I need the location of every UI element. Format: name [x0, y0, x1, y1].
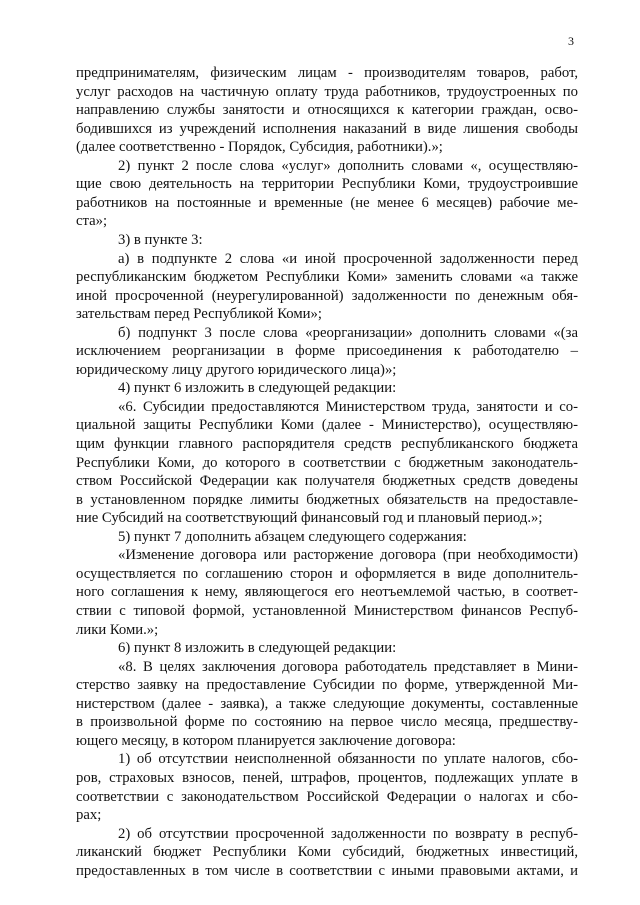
text-line: б) подпункт 3 после слова «реорганизации» дополнить словами «(за	[118, 324, 578, 341]
text-line: работников на постоянные и временные (не менее 6 месяцев) рабочие ме-	[76, 194, 578, 211]
page-number: 3	[568, 34, 574, 48]
text-line: Республики Коми, до которого в соответствии с бюджетным законодатель-	[76, 454, 578, 471]
text-line: щим функции главного распорядителя средств республиканского бюджета	[76, 436, 578, 452]
text-line: 1) об отсутствии неисполненной обязанности по уплате налогов, сбо-	[118, 751, 578, 768]
text-line: «8. В целях заключения договора работодатель представляет в Мини-	[118, 658, 578, 675]
text-line: лики Коми.»;	[76, 621, 159, 638]
text-line: ного соглашения к нему, являющегося его неотъемлемой частью, в соответ-	[76, 584, 578, 601]
text-line: 2) пункт 2 после слова «услуг» дополнить словами «, осуществляю-	[118, 157, 578, 174]
text-line: «6. Субсидии предоставляются Министерством труда, занятости и со-	[118, 398, 578, 415]
text-line: в установленном порядке лимиты бюджетных обязательств на предоставле-	[76, 491, 578, 508]
text-line: ством Российской Федерации как получателя бюджетных средств доведены	[76, 473, 578, 490]
text-line: зательствам перед Республикой Коми»;	[76, 306, 322, 323]
text-line: предпринимателям, физическим лицам - производителям товаров, работ,	[76, 65, 578, 81]
text-line: 3) в пункте 3:	[118, 232, 203, 248]
text-line: (далее соответственно - Порядок, Субсидия, работники).»;	[76, 139, 443, 156]
text-line: ствии с типовой формой, установленной Министерством финансов Респуб-	[76, 603, 578, 619]
text-line: предоставленных в том числе в соответствии с иными правовыми актами, и	[76, 862, 578, 879]
text-line: рах;	[76, 807, 102, 823]
text-line: бодившихся из учреждений исполнения наказаний в виде лишения свободы	[76, 120, 578, 137]
text-line: иной просроченной (неурегулированной) задолженности по денежным обя-	[76, 287, 578, 304]
text-line: «Изменение договора или расторжение договора (при необходимости)	[118, 547, 578, 564]
text-line: направлению службы занятости и относящихся к категории граждан, осво-	[76, 102, 578, 119]
text-line: ликанский бюджет Республики Коми субсидий, бюджетных инвестиций,	[76, 844, 578, 861]
text-line: республиканским бюджетом Республики Коми» заменить словами «а также	[76, 269, 578, 286]
text-line: циальной защиты Республики Коми (далее - Министерство), осуществляю-	[76, 417, 578, 434]
text-line: в произвольной форме по состоянию на первое число месяца, предшеству-	[76, 714, 578, 731]
text-line: ров, страховых взносов, пеней, штрафов, процентов, подлежащих уплате в	[76, 769, 578, 786]
text-line: исключением реорганизации в форме присоединения к работодателю –	[76, 343, 578, 360]
text-line: 4) пункт 6 изложить в следующей редакции:	[118, 380, 397, 397]
text-line: осуществляется по соглашению сторон и оформляется в виде дополнитель-	[76, 565, 578, 582]
text-line: ста»;	[76, 213, 108, 230]
text-line: 5) пункт 7 дополнить абзацем следующего содержания:	[118, 528, 467, 545]
text-line: юридическому лицу другого юридического лица)»;	[76, 361, 397, 378]
text-line: 6) пункт 8 изложить в следующей редакции:	[118, 640, 397, 657]
text-line: 2) об отсутствии просроченной задолженности по возврату в респуб-	[118, 825, 578, 842]
text-line: а) в подпункте 2 слова «и иной просроченной задолженности перед	[118, 250, 578, 267]
text-line: услуг расходов на частичную оплату труда работников, трудоустроенных по	[76, 83, 578, 100]
text-line: ние Субсидий на соответствующий финансовый год и плановый период.»;	[76, 510, 543, 527]
text-line: щие свою деятельность на территории Республики Коми, трудоустроившие	[76, 176, 578, 193]
text-line: ющего месяцу, в котором планируется заключение договора:	[76, 732, 456, 749]
text-line: стерство заявку на предоставление Субсидии по форме, утвержденной Ми-	[76, 677, 578, 694]
text-line: соответствии с законодательством Российской Федерации о налогах и сбо-	[76, 788, 578, 805]
text-line: нистерством (далее - заявка), а также следующие документы, составленные	[76, 695, 578, 712]
